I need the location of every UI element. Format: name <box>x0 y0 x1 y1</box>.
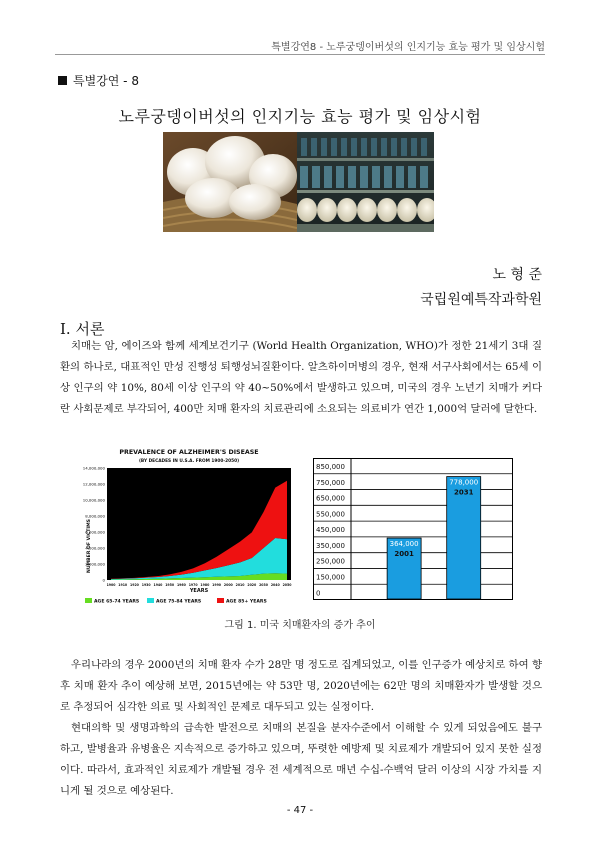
y-tick-label: 14,000,000 <box>83 465 105 471</box>
paragraph-intro-text: 치매는 암, 에이즈와 함께 세계보건기구 (World Health Organization, WHO)가 정한 21세기 3대 질환의 하나로, 대표적인 만성 진행성 퇴행성뇌질환이다. 알츠하이머병의 경우, 현재 서구사회에서는 65세 이상 인구의 약 10%, 80세 이상 인구의 약 40~50%에서 발생하고 있으며, 미국의 경우 노년기 치매가 커다란 사회문제로 부각되어, 400만 치매 환자의 치료관리에 소요되는 의료비가 연간 1,000억 달러에 달한다. <box>60 340 542 415</box>
x-tick-label: 1980 <box>200 583 210 587</box>
y-tick-label: 0 <box>316 589 321 598</box>
section-tag-label: 특별강연 - 8 <box>73 74 139 88</box>
legend-label: AGE 65-74 YEARS <box>94 599 140 605</box>
x-tick-label: 1970 <box>188 583 198 587</box>
running-header: 특별강연8 - 노루궁뎅이버섯의 인지기능 효능 평가 및 임상시험 <box>271 42 545 53</box>
paragraph-outlook-text: 현대의학 및 생명과학의 급속한 발전으로 치매의 본질을 분자수준에서 이해할 수 있게 되었음에도 불구하고, 발병율과 유병율은 지속적으로 증가하고 있으며, 뚜렷한 예방제 및 치료제가 개발되어 있지 못한 실정이다. 따라서, 효과적인 치료제가 개발될 경우 전 세계적으로 매년 수십-수백억 달러 이상의 시장 가치를 지니게 될 것으로 예상된다. <box>60 722 542 797</box>
x-tick-label: 2040 <box>270 583 280 587</box>
y-tick-label: 12,000,000 <box>83 481 105 487</box>
y-tick-label: 0 <box>102 577 105 583</box>
y-tick-label: 6,000,000 <box>85 529 105 535</box>
paragraph-intro <box>60 336 542 420</box>
bar-value-label: 364,000 <box>389 540 419 549</box>
paragraph-outlook <box>60 718 542 802</box>
y-tick-label: 450,000 <box>316 526 345 535</box>
paragraph-korea <box>60 655 542 718</box>
legend-swatch <box>85 598 92 603</box>
legend-label: AGE 85+ YEARS <box>226 599 267 605</box>
x-tick-label: 2030 <box>259 583 268 587</box>
header-rule <box>55 54 545 55</box>
y-tick-label: 150,000 <box>316 573 345 582</box>
chart-subtitle: (BY DECADES IN U.S.A. FROM 1900-2050) <box>138 459 240 464</box>
y-tick-label: 650,000 <box>316 494 345 503</box>
x-tick-label: 2000 <box>223 583 233 587</box>
legend-swatch <box>217 598 224 603</box>
x-tick-label: 1900 <box>106 583 116 587</box>
section-tag <box>58 72 139 89</box>
mushroom-basket-photo <box>163 132 297 232</box>
patient-projection-bar-chart <box>313 458 513 600</box>
y-tick-label: 4,000,000 <box>85 545 105 551</box>
y-tick-label: 250,000 <box>316 557 345 566</box>
x-tick-label: 1910 <box>118 583 128 587</box>
y-axis-label: NUMBER OF VICTIMS <box>87 519 92 573</box>
x-axis-label: YEARS <box>189 588 209 594</box>
page-number: - 47 - <box>286 805 314 816</box>
legend-swatch <box>147 598 154 603</box>
bar-category-label: 2001 <box>394 550 414 559</box>
x-tick-label: 2050 <box>282 583 292 587</box>
x-tick-label: 2010 <box>235 583 245 587</box>
page-title: 노루궁뎅이버섯의 인지기능 효능 평가 및 임상시험 <box>118 107 482 126</box>
bar-category-label: 2031 <box>453 488 474 497</box>
x-tick-label: 2020 <box>247 583 257 587</box>
square-bullet-icon <box>58 76 67 85</box>
x-tick-label: 1960 <box>176 583 186 587</box>
y-tick-label: 350,000 <box>316 541 345 550</box>
x-tick-label: 1940 <box>153 583 163 587</box>
y-tick-label: 750,000 <box>316 478 345 487</box>
alzheimer-prevalence-chart <box>83 446 295 614</box>
bar-value-label: 778,000 <box>449 478 479 487</box>
author-affiliation: 국립원예특작과학원 <box>420 292 542 308</box>
chart-title: PREVALENCE OF ALZHEIMER'S DISEASE <box>119 449 259 456</box>
y-tick-label: 10,000,000 <box>83 497 105 503</box>
paragraph-korea-text: 우리나라의 경우 2000년의 치매 환자 수가 28만 명 정도로 집계되었고, 이를 인구증가 예상치로 하여 향후 치매 환자 추이 예상해 보면, 2015년에는 약 53만 명, 2020년에는 62만 명의 치매환자가 발생할 것으로 추정되어 심각한 의료 및 사회적인 문제로 대두되고 있는 실정이다. <box>60 659 542 713</box>
x-tick-label: 1990 <box>212 583 222 587</box>
x-tick-label: 1920 <box>130 583 139 587</box>
author-name: 노 형 준 <box>492 267 542 283</box>
figure-caption: 그림 1. 미국 치매환자의 증가 추이 <box>224 620 376 631</box>
author-block <box>420 263 542 313</box>
section-heading: Ⅰ. 서론 <box>60 320 105 338</box>
y-tick-label: 550,000 <box>316 510 345 519</box>
y-tick-label: 2,000,000 <box>85 561 105 567</box>
mushroom-cultivation-photo <box>297 132 434 232</box>
x-tick-label: 1930 <box>141 583 151 587</box>
y-tick-label: 850,000 <box>316 463 345 472</box>
x-tick-label: 1950 <box>165 583 175 587</box>
legend-label: AGE 75-84 YEARS <box>156 599 202 605</box>
y-tick-label: 8,000,000 <box>85 513 105 519</box>
